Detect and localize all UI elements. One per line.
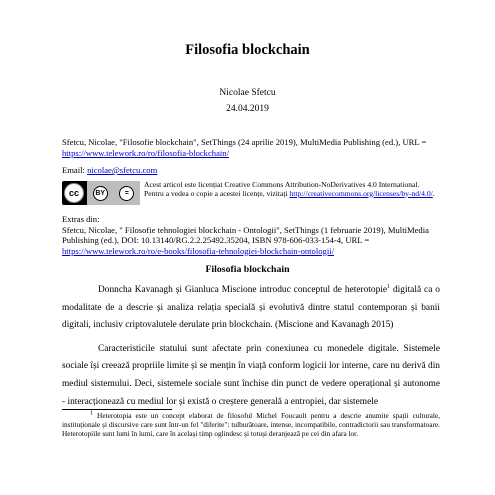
extras-text: Sfetcu, Nicolae, " Filosofie tehnologiei blockchain - Ontologii", SetThings (1 februarie 2019), MultiMedia Publishing (ed.), DOI: 10.13140/RG.2.2.25492.35204, ISBN 978-606-033-154-4, URL =: [62, 224, 429, 246]
citation-link[interactable]: https://www.telework.ro/ro/filosofia-blockchain/: [62, 147, 229, 158]
citation-text: Sfetcu, Nicolae, "Filosofie blockchain", SetThings (24 aprilie 2019), MultiMedia Publishing (ed.), URL =: [62, 137, 427, 147]
cc-logo-icon: cc: [64, 183, 84, 203]
paragraph-1-start: Donncha Kavanagh și Gianluca Miscione introduc conceptul de heterotopie: [98, 285, 388, 295]
body-text: [62, 282, 440, 411]
extras-block: [62, 214, 440, 256]
paragraph-2: Caracteristicile statului sunt afectate prin conexiunea cu monedele digitale. Sistemele sociale își creează propriile limite și se mențin în viață conform logicii lor interne, care nu derivă din mediul sistemului. Deci, sistemele sociale sunt închise din punct de vedere operațional și autonome - interacționează cu mediul lor și există o creștere generală a entropiei, dar sistemele: [62, 343, 440, 407]
license-block: [62, 180, 440, 206]
footnote-ref[interactable]: 1: [387, 283, 391, 290]
email-link[interactable]: nicolae@sfetcu.com: [87, 165, 158, 175]
extras-citation: [62, 225, 440, 257]
extras-link[interactable]: https://www.telework.ro/ro/e-books/filosofia-tehnologiei-blockchain-ontologii/: [62, 245, 334, 256]
license-end: .: [432, 188, 435, 198]
footnote-separator: [62, 409, 172, 410]
publication-date: 24.04.2019: [226, 104, 269, 114]
footnote: [62, 412, 440, 438]
extras-label: Extras din:: [62, 214, 100, 224]
citation: [62, 137, 440, 158]
cc-nd-icon: =: [119, 186, 134, 201]
cc-badge-modules: [87, 181, 140, 205]
document-title: Filosofia blockchain: [185, 42, 310, 58]
author-name: Nicolae Sfetcu: [219, 88, 276, 98]
license-description: Acest articol este licențiat Creative Commons Attribution-NoDerivatives 4.0 International. Pentru a vedea o copie a acestei licențe, vizitați: [144, 180, 420, 198]
paragraph-1: [62, 282, 440, 335]
footnote-text: Heterotopia este un concept elaborat de filosoful Michel Foucault pentru a descrie anumite spații culturale, instituționale și discursive care sunt într-un fel "diferite": tulburătoare, intense, incompatibile, contradictorii sau transformatoare. Heterotopiile sunt lumi în lumi, care în același timp oglindesc și totuși deranjează pe cei din afara lor.: [62, 411, 440, 438]
cc-license-badge[interactable]: [62, 181, 140, 205]
email-line: [62, 165, 440, 176]
cc-by-icon: BY: [93, 186, 108, 201]
section-heading: Filosofia blockchain: [205, 264, 290, 275]
email-label: Email:: [62, 165, 88, 175]
license-link[interactable]: http://creativecommons.org/licenses/by-nd/4.0/: [289, 188, 433, 198]
license-text: [144, 181, 440, 198]
paragraph-1-rest: digitală ca o modalitate de a descrie și analiza relația specială și evolutivă dintre statul contemporan și banii digitali, inclusiv criptovalutele derulate prin blockchain. (Miscione and Kavanagh 2015): [62, 285, 440, 331]
footnote-number: 1: [90, 410, 93, 417]
